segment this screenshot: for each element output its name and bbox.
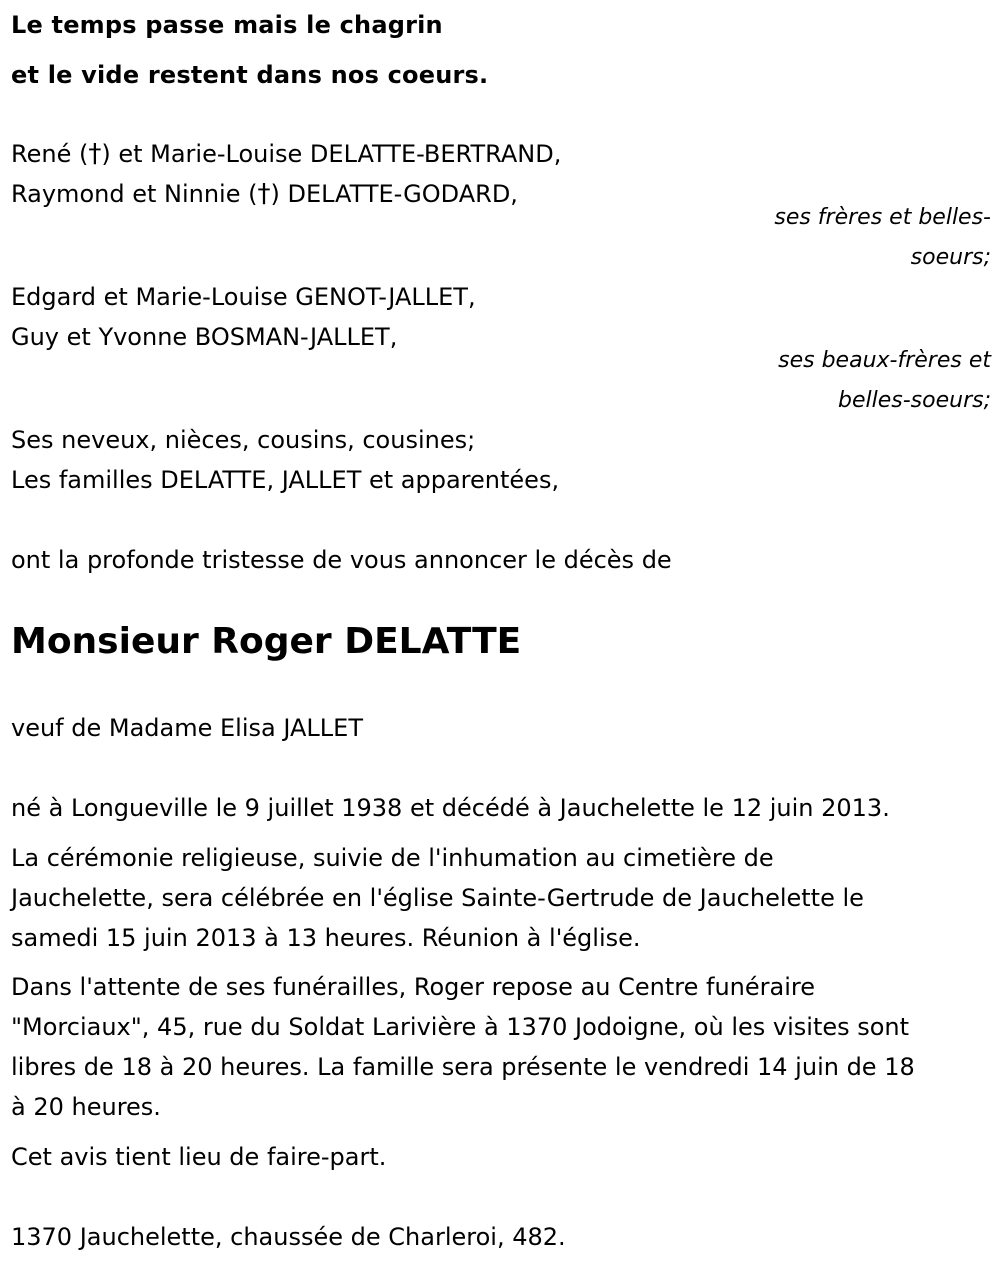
address-text: 1370 Jauchelette, chaussée de Charleroi, 482. [11, 1223, 566, 1251]
ceremony-line-1: La cérémonie religieuse, suivie de l'inhumation au cimetière de [11, 844, 774, 872]
visitation-line-2: "Morciaux", 45, rue du Soldat Larivière à 1370 Jodoigne, où les visites sont [11, 1013, 910, 1041]
visitation-line-1: Dans l'attente de ses funérailles, Roger repose au Centre funéraire [11, 973, 815, 1001]
ceremony-line-2: Jauchelette, sera célébrée en l'église Sainte-Gertrude de Jauchelette le [11, 884, 864, 912]
visitation-line-4: à 20 heures. [11, 1093, 161, 1121]
family-line-rene: René (†) et Marie-Louise DELATTE-BERTRAND, [11, 139, 562, 169]
epigraph-line-2: et le vide restent dans nos coeurs. [11, 61, 489, 89]
ceremony-line-3: samedi 15 juin 2013 à 13 heures. Réunion à l'église. [11, 924, 641, 952]
family-line-edgard: Edgard et Marie-Louise GENOT-JALLET, [11, 283, 476, 311]
widower-text: veuf de Madame Elisa JALLET [11, 714, 363, 742]
family-line-guy: Guy et Yvonne BOSMAN-JALLET, [11, 323, 398, 351]
relationship-label-brothers: ses frères et belles- soeurs; [774, 205, 991, 270]
family-line-raymond: Raymond et Ninnie (†) DELATTE-GODARD, [11, 179, 518, 209]
cross-icon: † [88, 139, 102, 169]
visitation-line-3: libres de 18 à 20 heures. La famille sera présente le vendredi 14 juin de 18 [11, 1053, 915, 1081]
family-line-nephews: Ses neveux, nièces, cousins, cousines; [11, 426, 476, 454]
announcement-text: ont la profonde tristesse de vous annoncer le décès de [11, 546, 672, 574]
deceased-name: Monsieur Roger DELATTE [11, 621, 522, 662]
family-line-families: Les familles DELATTE, JALLET et apparentées, [11, 466, 560, 494]
relationship-label-inlaws: ses beaux-frères et belles-soeurs; [778, 348, 991, 413]
epigraph-line-1: Le temps passe mais le chagrin [11, 11, 443, 39]
cross-icon: † [257, 179, 271, 209]
birth-death-text: né à Longueville le 9 juillet 1938 et décédé à Jauchelette le 12 juin 2013. [11, 794, 890, 822]
notice-text: Cet avis tient lieu de faire-part. [11, 1143, 387, 1171]
